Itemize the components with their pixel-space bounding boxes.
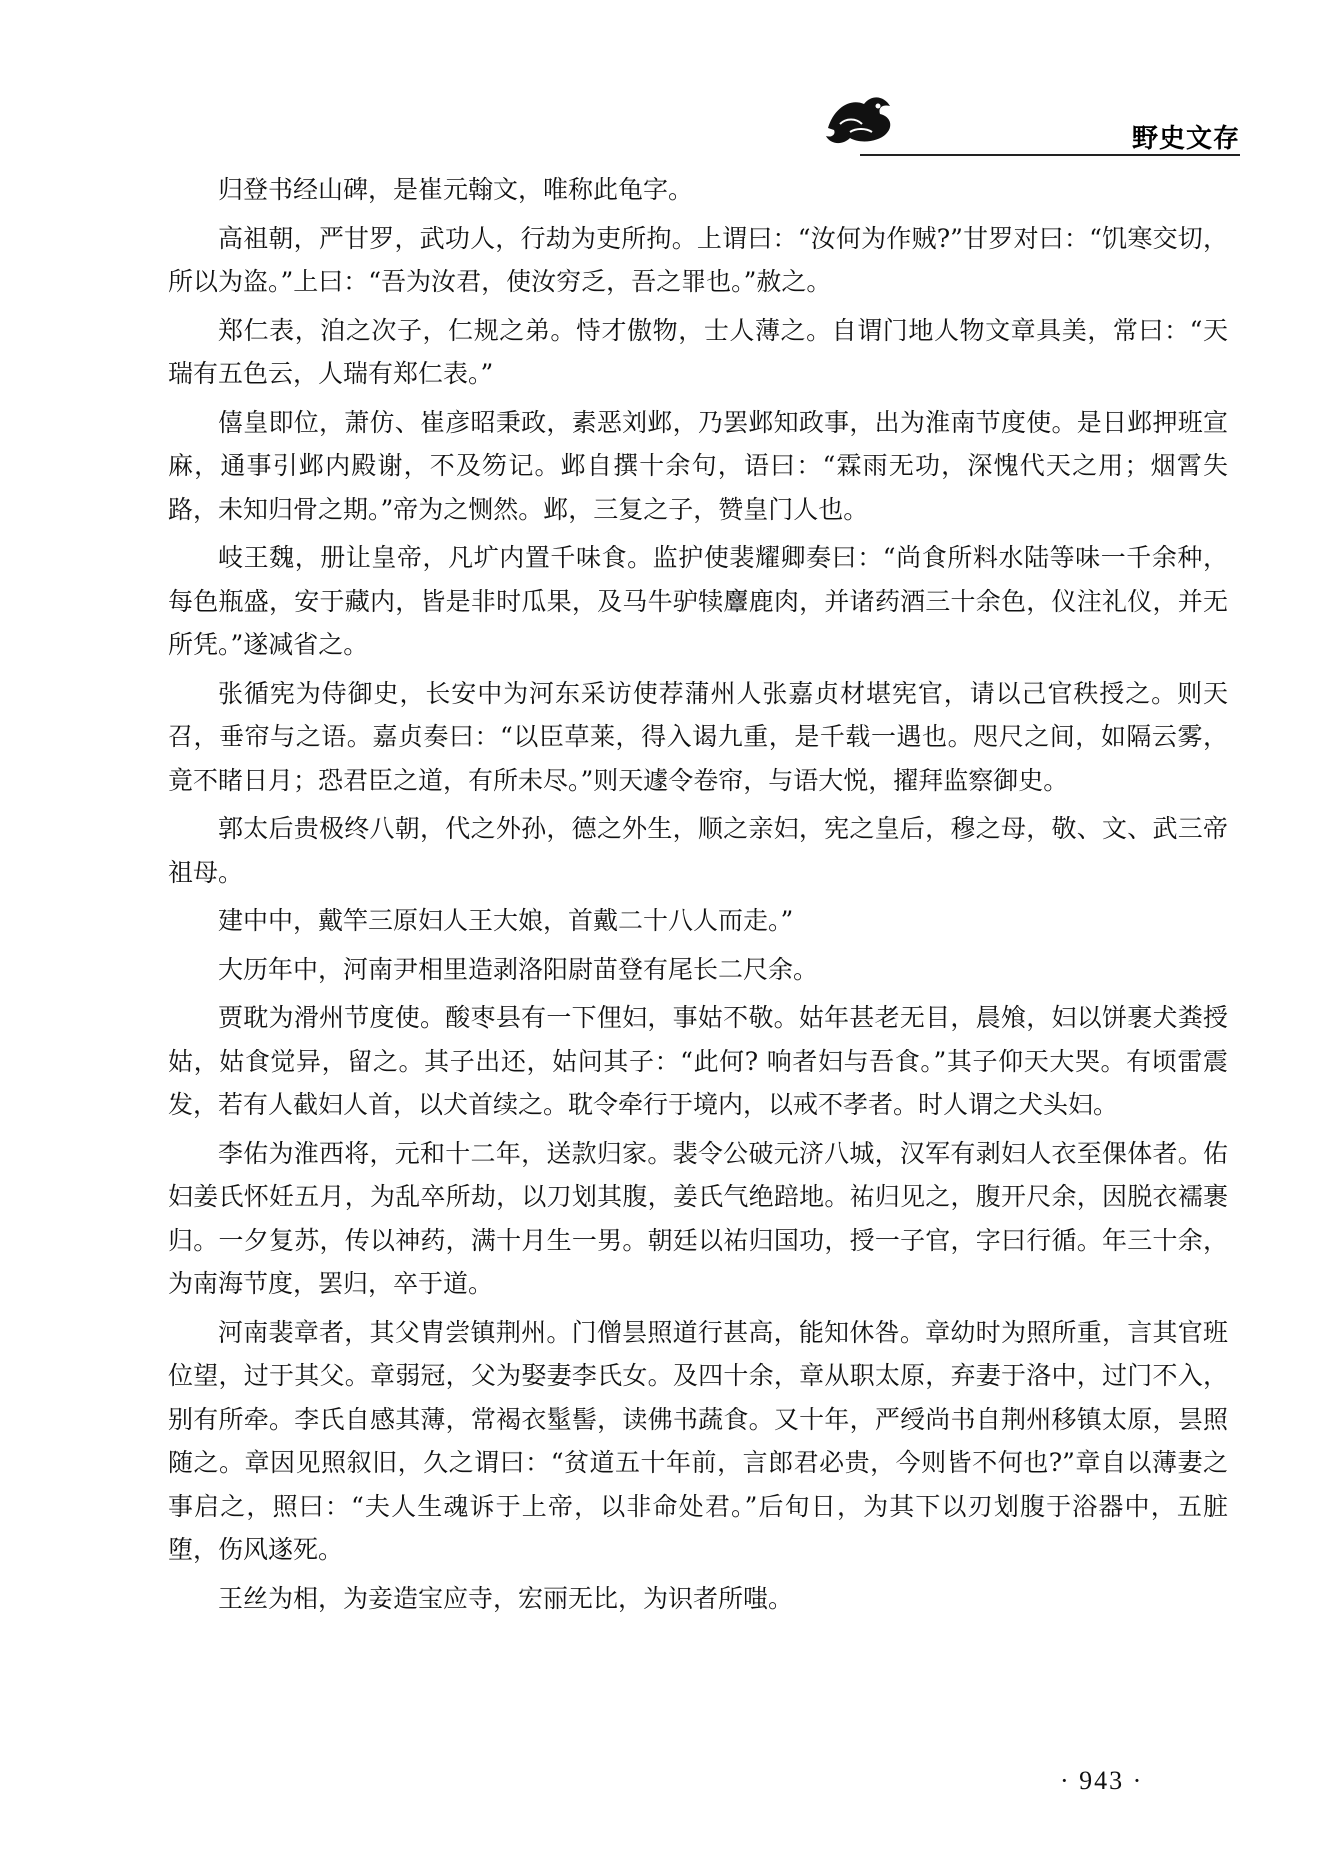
paragraph-2: 高祖朝，严甘罗，武功人，行劫为吏所拘。上谓曰：“汝何为作贼?”甘罗对曰：“饥寒交切，所以为盗。”上曰：“吾为汝君，使汝穷乏，吾之罪也。”赦之。 (168, 223, 1228, 296)
paragraph-5: 岐王魏，册让皇帝，凡圹内置千味食。监护使裴耀卿奏曰：“尚食所料水陆等味一千余种，每色瓶盛，安于藏内，皆是非时瓜果，及马牛驴犊麞鹿肉，并诸药酒三十余色，仪注礼仪，并无所凭。”遂减省之。 (168, 543, 1228, 659)
running-header (820, 88, 1240, 158)
paragraph-7: 郭太后贵极终八朝，代之外孙，德之外生，顺之亲妇，宪之皇后，穆之母，敬、文、武三帝祖母。 (168, 814, 1228, 887)
paragraph-12: 河南裴章者，其父胄尝镇荆州。门僧昙照道行甚高，能知休咎。章幼时为照所重，言其官班位望，过于其父。章弱冠，父为娶妻李氏女。及四十余，章从职太原，弃妻于洛中，过门不入，别有所牵。李氏自感其薄，常褐衣髽髻，读佛书蔬食。又十年，严绶尚书自荆州移镇太原，昙照随之。章因见照叙旧，久之谓曰：“贫道五十年前，言郎君必贵，今则皆不何也?”章自以薄妻之事启之，照曰：“夫人生魂诉于上帝，以非命处君。”后旬日，为其下以刃划腹于浴器中，五脏堕，伤风遂死。 (168, 1317, 1228, 1564)
book-title: 野史文存 (1131, 124, 1240, 154)
paragraph-8: 建中中，戴竿三原妇人王大娘，首戴二十八人而走。” (218, 906, 794, 935)
dragon-emblem-icon (820, 88, 900, 152)
paragraph-10: 贾耽为滑州节度使。酸枣县有一下俚妇，事姑不敬。姑年甚老无目，晨飧，妇以饼裹犬粪授姑，姑食觉异，留之。其子出还，姑问其子：“此何? 响者妇与吾食。”其子仰天大哭。有顷雷震发，若有人截妇人首，以犬首续之。耽令牵行于境内，以戒不孝者。时人谓之犬头妇。 (168, 1003, 1228, 1119)
paragraph-9: 大历年中，河南尹相里造剥洛阳尉苗登有尾长二尺余。 (218, 954, 819, 984)
page-number: · 943 · (1060, 1766, 1144, 1795)
paragraph-11: 李佑为淮西将，元和十二年，送款归家。裴令公破元济八城，汉军有剥妇人衣至倮体者。佑妇姜氏怀妊五月，为乱卒所劫，以刀划其腹，姜氏气绝踣地。祐归见之，腹开尺余，因脱衣襦裹归。一夕复苏，传以神药，满十月生一男。朝廷以祐归国功，授一子官，字曰行循。年三十余，为南海节度，罢归，卒于道。 (168, 1138, 1228, 1298)
paragraph-3: 郑仁表，洎之次子，仁规之弟。恃才傲物，士人薄之。自谓门地人物文章具美，常曰：“天瑞有五色云，人瑞有郑仁表。” (168, 315, 1228, 388)
paragraph-13: 王丝为相，为妾造宝应寺，宏丽无比，为识者所嗤。 (218, 1583, 794, 1613)
paragraph-1: 归登书经山碑，是崔元翰文，唯称此龟字。 (218, 175, 694, 204)
header-rule (860, 154, 1240, 156)
body-text (168, 168, 1228, 1625)
paragraph-4: 僖皇即位，萧仿、崔彦昭秉政，素恶刘邺，乃罢邺知政事，出为淮南节度使。是日邺押班宣麻，通事引邺内殿谢，不及笏记。邺自撰十余句，语曰：“霖雨无功，深愧代天之用；烟霄失路，未知归骨之期。”帝为之恻然。邺，三复之子，赞皇门人也。 (168, 407, 1228, 524)
paragraph-6: 张循宪为侍御史，长安中为河东采访使荐蒲州人张嘉贞材堪宪官，请以己官秩授之。则天召，垂帘与之语。嘉贞奏曰：“以臣草莱，得入谒九重，是千载一遇也。咫尺之间，如隔云雾，竟不睹日月；恐君臣之道，有所未尽。”则天遽令卷帘，与语大悦，擢拜监察御史。 (168, 678, 1228, 795)
